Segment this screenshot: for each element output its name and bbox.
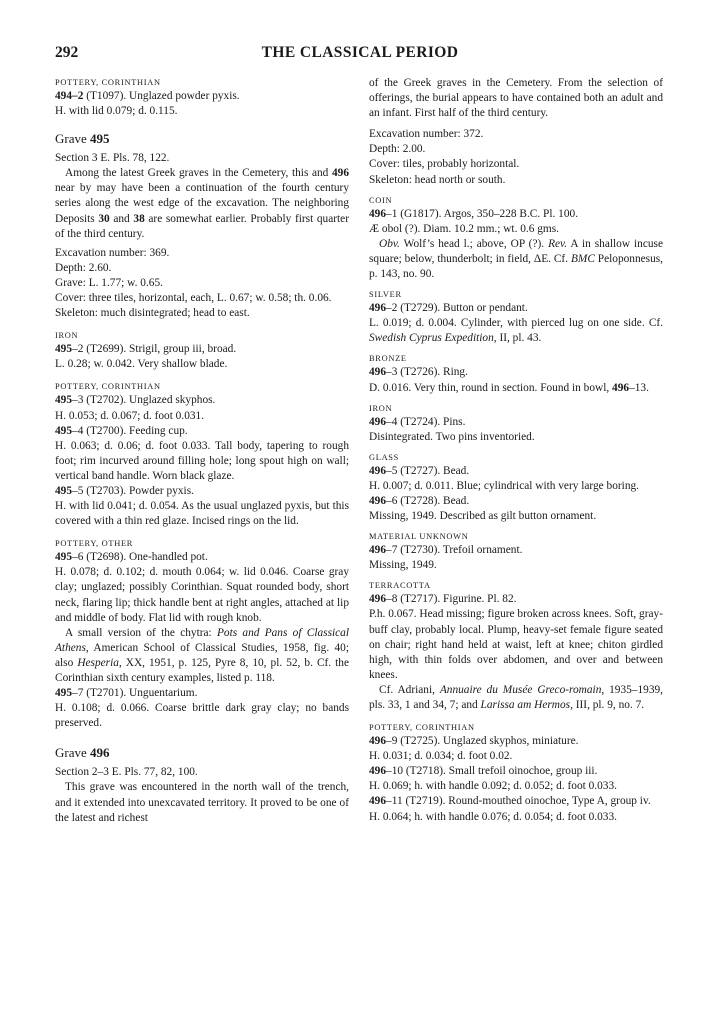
entry-dimensions: H. 0.064; h. with handle 0.076; d. 0.054; d. foot 0.033. bbox=[369, 810, 617, 823]
section-heading: GLASS bbox=[369, 452, 400, 462]
excavation-number: Excavation number: 369. bbox=[55, 246, 170, 259]
section-heading: COIN bbox=[369, 195, 393, 205]
entry-number: 495 bbox=[55, 343, 73, 356]
entry-number: 496 bbox=[369, 302, 387, 315]
entry-description: D. 0.016. Very thin, round in section. Found in bowl, 496–13. bbox=[369, 381, 649, 394]
entry-note: A small version of the chytra: Pots and Pans of Classical Athens, American School of Classical Studies, 1958, fig. 40; also Hesperia, XX, 1951, p. 125, Pyre 8, 10, pl. 52, b. Cf. the Corinthian sixth century examples, listed p. 118. bbox=[55, 626, 350, 684]
section-heading: POTTERY, OTHER bbox=[55, 539, 134, 549]
catalog-entry bbox=[55, 342, 349, 357]
entry-title: –11 (T2719). Round-mouthed oinochoe, Type A, group iv. bbox=[386, 795, 651, 808]
entry-title: –7 (T2730). Trefoil ornament. bbox=[386, 544, 523, 557]
entry-title: –6 (T2698). One-handled pot. bbox=[72, 551, 208, 564]
entry-title: –5 (T2703). Powder pyxis. bbox=[72, 484, 194, 497]
catalog-entry bbox=[369, 415, 663, 430]
entry-number: 496 bbox=[369, 415, 387, 428]
catalog-entry bbox=[369, 301, 663, 316]
entry-title: –5 (T2727). Bead. bbox=[386, 464, 470, 477]
grave-number: 495 bbox=[90, 131, 110, 147]
catalog-entry bbox=[55, 484, 349, 499]
entry-dimensions: H. 0.069; h. with handle 0.092; d. 0.052; d. foot 0.033. bbox=[369, 780, 617, 793]
entry-title: –7 (T2701). Unguentarium. bbox=[72, 687, 198, 700]
page-header bbox=[55, 44, 665, 68]
entry-title: –10 (T2718). Small trefoil oinochoe, group iii. bbox=[386, 765, 598, 778]
left-column bbox=[55, 76, 349, 826]
section-heading: IRON bbox=[55, 331, 79, 341]
entry-number: 496 bbox=[369, 207, 387, 220]
entry-number: 495 bbox=[55, 424, 73, 437]
cover: Cover: three tiles, horizontal, each, L. 0.67; w. 0.58; th. 0.06. bbox=[55, 292, 332, 305]
catalog-entry bbox=[369, 764, 663, 779]
catalog-entry bbox=[369, 794, 663, 809]
catalog-entry bbox=[369, 494, 663, 509]
section-heading: MATERIAL UNKNOWN bbox=[369, 532, 469, 542]
entry-dimensions: H. 0.053; d. 0.067; d. foot 0.031. bbox=[55, 409, 205, 422]
catalog-entry bbox=[369, 464, 663, 479]
entry-title: –9 (T2725). Unglazed skyphos, miniature. bbox=[386, 735, 579, 748]
catalog-entry bbox=[55, 424, 349, 439]
catalog-entry bbox=[55, 550, 349, 565]
entry-number: 495 bbox=[55, 394, 73, 407]
depth: Depth: 2.60. bbox=[55, 261, 112, 274]
grave-description: This grave was encountered in the north wall of the trench, and it extended into unexcavated territory. It proved to be one of the latest and richest bbox=[55, 781, 349, 824]
entry-number: 495 bbox=[55, 484, 73, 497]
entry-number: 496 bbox=[369, 593, 387, 606]
depth: Depth: 2.00. bbox=[369, 143, 426, 156]
entry-number: 494–2 bbox=[55, 90, 84, 102]
entry-description: H. 0.063; d. 0.06; d. foot 0.033. Tall body, tapering to rough foot; rim incurved around filling hole; long spout high on wall; vertical band handle. Worn black glaze. bbox=[55, 439, 349, 482]
catalog-entry bbox=[55, 89, 349, 104]
entry-title: –6 (T2728). Bead. bbox=[386, 494, 470, 507]
section-heading: TERRACOTTA bbox=[369, 581, 431, 591]
entry-dimensions: Æ obol (?). Diam. 10.2 mm.; wt. 0.6 gms. bbox=[369, 222, 559, 235]
section-heading: IRON bbox=[369, 403, 393, 413]
section-heading: POTTERY, CORINTHIAN bbox=[55, 78, 161, 87]
catalog-entry bbox=[369, 543, 663, 558]
running-title: THE CLASSICAL PERIOD bbox=[261, 44, 459, 61]
right-column bbox=[369, 76, 663, 825]
grave-heading bbox=[55, 745, 349, 761]
section-heading: POTTERY, CORINTHIAN bbox=[369, 723, 475, 733]
entry-dimensions: H. with lid 0.079; d. 0.115. bbox=[55, 105, 178, 118]
entry-title: –2 (T2699). Strigil, group iii, broad. bbox=[72, 343, 237, 356]
entry-number: 496 bbox=[369, 366, 387, 379]
section-heading: POTTERY, CORINTHIAN bbox=[55, 382, 161, 392]
grave-label: Grave bbox=[55, 745, 91, 761]
grave-number: 496 bbox=[90, 745, 110, 761]
grave-description: Among the latest Greek graves in the Cemetery, this and 496 near by may have been a continuation of the fourth century series along the west edge of the excavation. The neighboring Deposits 30 and 38 are somewhat earlier. Probably first quarter of the third century. bbox=[55, 167, 349, 240]
entry-description: Missing, 1949. bbox=[369, 559, 437, 572]
grave-size: Grave: L. 1.77; w. 0.65. bbox=[55, 276, 163, 289]
page-number: 292 bbox=[55, 44, 79, 61]
entry-description: Missing, 1949. Described as gilt button ornament. bbox=[369, 510, 597, 523]
skeleton: Skeleton: much disintegrated; head to east. bbox=[55, 307, 250, 320]
entry-title: –4 (T2700). Feeding cup. bbox=[72, 424, 188, 437]
entry-description: H. 0.108; d. 0.066. Coarse brittle dark gray clay; no bands preserved. bbox=[55, 702, 349, 730]
entry-description: Disintegrated. Two pins inventoried. bbox=[369, 430, 535, 443]
entry-number: 496 bbox=[369, 735, 387, 748]
grave-section: Section 3 E. Pls. 78, 122. bbox=[55, 152, 170, 165]
grave-description-continued: of the Greek graves in the Cemetery. From the selection of offerings, the burial appears to have contained both an adult and an infant. First half of the third century. bbox=[369, 77, 663, 120]
entry-description: H. 0.007; d. 0.011. Blue; cylindrical with very large boring. bbox=[369, 479, 639, 492]
entry-number: 496 bbox=[369, 765, 387, 778]
entry-number: 496 bbox=[369, 544, 387, 557]
coin-description: Obv. Wolf’s head l.; above, OP (?). Rev. A in shallow incuse square; below, thunderbolt; in field, ΔE. Cf. BMC Peloponnesus, p. 143, no. 90. bbox=[369, 237, 664, 281]
entry-title: –2 (T2729). Button or pendant. bbox=[386, 302, 528, 315]
entry-title: –4 (T2724). Pins. bbox=[386, 415, 466, 428]
entry-title: –1 (G1817). Argos, 350–228 B.C. Pl. 100. bbox=[386, 207, 579, 220]
catalog-entry bbox=[369, 592, 663, 607]
entry-number: 496 bbox=[369, 795, 387, 808]
grave-heading bbox=[55, 131, 349, 147]
entry-dimensions: H. 0.031; d. 0.034; d. foot 0.02. bbox=[369, 750, 513, 763]
excavation-number: Excavation number: 372. bbox=[369, 128, 484, 141]
section-heading: BRONZE bbox=[369, 354, 407, 364]
skeleton: Skeleton: head north or south. bbox=[369, 173, 506, 186]
entry-description: P.h. 0.067. Head missing; figure broken across knees. Soft, gray-buff clay, probably local. Plump, heavy-set female figure seated on chair; right hand held at waist, left at knee; chiton girdled high, with thin folds over abdomen, and over and between knees. bbox=[369, 608, 663, 681]
catalog-entry bbox=[369, 365, 663, 380]
grave-label: Grave bbox=[55, 131, 91, 147]
grave-section: Section 2–3 E. Pls. 77, 82, 100. bbox=[55, 766, 198, 779]
catalog-entry bbox=[55, 393, 349, 408]
entry-number: 496 bbox=[369, 464, 387, 477]
entry-description: L. 0.019; d. 0.004. Cylinder, with pierced lug on one side. Cf. Swedish Cyprus Expedition, II, pl. 43. bbox=[369, 317, 663, 345]
entry-title: –3 (T2726). Ring. bbox=[386, 366, 468, 379]
entry-title: –8 (T2717). Figurine. Pl. 82. bbox=[386, 593, 517, 606]
catalog-entry bbox=[369, 207, 663, 222]
entry-description: H. with lid 0.041; d. 0.054. As the usual unglazed pyxis, but this covered with a thin red glaze. Incised rings on the lid. bbox=[55, 500, 349, 528]
entry-dimensions: L. 0.28; w. 0.042. Very shallow blade. bbox=[55, 358, 228, 371]
cover: Cover: tiles, probably horizontal. bbox=[369, 158, 520, 171]
entry-title: (T1097). Unglazed powder pyxis. bbox=[83, 90, 240, 102]
catalog-entry bbox=[369, 734, 663, 749]
entry-title: –3 (T2702). Unglazed skyphos. bbox=[72, 394, 216, 407]
entry-description: H. 0.078; d. 0.102; d. mouth 0.064; w. lid 0.046. Coarse gray clay; unglazed; possibly Corinthian. Squat rounded body, short neck, flaring lip; thick handle bent at right angles, attached at lip and middle of body. Flat lid with rough knob. bbox=[55, 566, 349, 624]
entry-number: 495 bbox=[55, 551, 73, 564]
entry-number: 495 bbox=[55, 687, 73, 700]
catalog-entry bbox=[55, 686, 349, 701]
entry-note: Cf. Adriani, Annuaire du Musée Greco-romain, 1935–1939, pls. 33, 1 and 34, 7; and Larissa am Hermos, III, pl. 9, no. 7. bbox=[369, 683, 663, 711]
section-heading: SILVER bbox=[369, 290, 402, 300]
entry-number: 496 bbox=[369, 494, 387, 507]
